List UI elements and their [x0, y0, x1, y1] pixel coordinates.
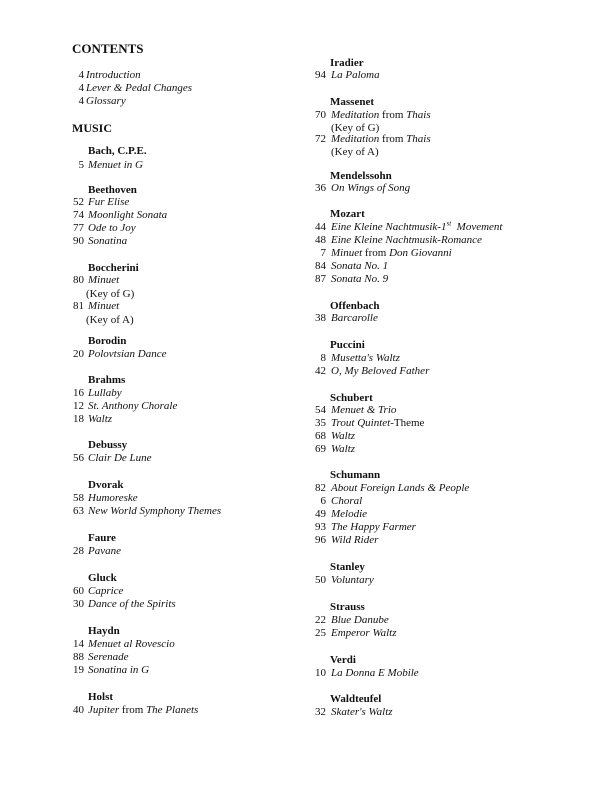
- composer-name: Schumann: [330, 469, 381, 481]
- page-number: 54: [315, 404, 326, 416]
- entry-title-part: Movement: [451, 221, 503, 233]
- page-number: 10: [315, 667, 326, 679]
- composer-name: Gluck: [88, 572, 117, 584]
- entry-title: New World Symphony Themes: [88, 505, 222, 517]
- composer-name: Waldteufel: [330, 693, 382, 705]
- entry-title: Minuet: [88, 274, 120, 286]
- entry-title: The Happy Farmer: [331, 521, 416, 533]
- entry-title: Eine Kleine Nachtmusik-Romance: [331, 234, 482, 246]
- entry-title-part: Meditation: [331, 133, 380, 145]
- entry-title: La Donna E Mobile: [331, 667, 419, 679]
- entry-title-part: Don Giovanni: [389, 247, 452, 259]
- page-number: 93: [315, 521, 326, 533]
- entry-title: Menuet & Trio: [331, 404, 397, 416]
- entry-title: La Paloma: [331, 69, 380, 81]
- entry-title: [331, 109, 431, 122]
- entry-connector: from: [379, 133, 407, 145]
- superscript: st: [446, 219, 452, 228]
- entry-title: Menuet in G: [88, 159, 143, 171]
- entry-title: Blue Danube: [331, 614, 389, 626]
- entry-title-part: Meditation: [331, 109, 380, 121]
- page-number: 70: [315, 109, 326, 121]
- page-number: 68: [315, 430, 326, 442]
- entry-title: Wild Rider: [331, 534, 379, 546]
- entry-connector: -Theme: [390, 417, 425, 429]
- entry-title: Polovtsian Dance: [88, 348, 167, 360]
- composer-name: Brahms: [88, 374, 126, 386]
- page-number: 30: [73, 598, 84, 610]
- key-note: (Key of A): [331, 146, 379, 158]
- page-number: 12: [73, 400, 84, 412]
- page-number: 49: [315, 508, 326, 520]
- page-number: 63: [73, 505, 84, 517]
- page-number: 36: [315, 182, 326, 194]
- entry-title-part: Minuet: [331, 247, 363, 259]
- entry-title: Waltz: [331, 443, 356, 455]
- entry-title: Fur Elise: [88, 196, 130, 208]
- page-number: 90: [73, 235, 84, 247]
- music-heading: MUSIC: [72, 121, 113, 135]
- entry-title: On Wings of Song: [331, 182, 411, 194]
- page-number: 87: [315, 273, 326, 285]
- page-number: 4: [78, 95, 84, 107]
- entry-title: Sonatina in G: [88, 664, 150, 676]
- page-number: 40: [73, 704, 84, 716]
- page-number: 35: [315, 417, 326, 429]
- page-number: 38: [315, 312, 326, 324]
- page-number: 18: [73, 413, 84, 425]
- page-number: 72: [315, 133, 326, 145]
- entry-title: Caprice: [88, 585, 124, 597]
- entry-title-part: Thais: [406, 109, 431, 121]
- page-number: 5: [78, 159, 84, 171]
- page-number: 60: [73, 585, 84, 597]
- entry-title: Lever & Pedal Changes: [86, 82, 193, 94]
- entry-connector: from: [379, 109, 407, 121]
- page-number: 42: [315, 365, 326, 377]
- entry-title: Barcarolle: [331, 312, 378, 324]
- page-number: 7: [320, 247, 326, 259]
- page-number: 58: [73, 492, 84, 504]
- composer-name: Haydn: [88, 625, 120, 637]
- composer-name: Holst: [88, 691, 114, 703]
- entry-title: Sonatina: [88, 235, 128, 247]
- page-number: 16: [73, 387, 84, 399]
- page-number: 69: [315, 443, 326, 455]
- page-number: 81: [73, 300, 84, 312]
- entry-title-part: Jupiter: [88, 704, 120, 716]
- composer-name: Schubert: [330, 392, 373, 404]
- contents-heading: CONTENTS: [72, 41, 144, 56]
- page-number: 20: [73, 348, 84, 360]
- composer-name: Verdi: [330, 654, 356, 666]
- entry-title: Musetta's Waltz: [331, 352, 400, 364]
- entry-title-part: The Planets: [146, 704, 199, 716]
- entry-title: About Foreign Lands & People: [331, 482, 470, 494]
- composer-name: Bach, C.P.E.: [88, 145, 147, 157]
- page-number: 80: [73, 274, 84, 286]
- key-note: (Key of G): [86, 288, 135, 300]
- page-number: 82: [315, 482, 326, 494]
- page-number: 88: [73, 651, 84, 663]
- key-note: (Key of G): [331, 122, 380, 134]
- page-number: 52: [73, 196, 84, 208]
- entry-title: Minuet: [88, 300, 120, 312]
- entry-connector: from: [362, 247, 390, 259]
- composer-name: Faure: [88, 532, 116, 544]
- composer-name: Dvorak: [88, 479, 124, 491]
- page-number: 32: [315, 706, 326, 718]
- page-number: 19: [73, 664, 84, 676]
- entry-title-part: Eine Kleine Nachtmusik-1: [331, 221, 447, 233]
- composer-name: Stanley: [330, 561, 365, 573]
- entry-title: [88, 704, 198, 717]
- entry-title: Glossary: [86, 95, 126, 107]
- entry-title: Moonlight Sonata: [88, 209, 168, 221]
- entry-title: O, My Beloved Father: [331, 365, 430, 377]
- key-note: (Key of A): [86, 314, 134, 326]
- entry-title-part: Thais: [406, 133, 431, 145]
- entry-title-part: Trout Quintet: [331, 417, 391, 429]
- page-number: 14: [73, 638, 84, 650]
- page-number: 28: [73, 545, 84, 557]
- entry-title: [331, 247, 452, 260]
- composer-name: Mendelssohn: [330, 170, 392, 182]
- page-number: 84: [315, 260, 326, 272]
- entry-title: St. Anthony Chorale: [88, 400, 178, 412]
- composer-name: Puccini: [330, 339, 365, 351]
- entry-title: Pavane: [88, 545, 121, 557]
- page-number: 96: [315, 534, 326, 546]
- composer-name: Offenbach: [330, 300, 380, 312]
- page-number: 50: [315, 574, 326, 586]
- entry-connector: from: [119, 704, 147, 716]
- composer-name: Debussy: [88, 439, 128, 451]
- entry-title: Introduction: [86, 69, 141, 81]
- composer-name: Borodin: [88, 335, 127, 347]
- page-number: 74: [73, 209, 84, 221]
- entry-title: [331, 221, 502, 234]
- entry-title: Ode to Joy: [88, 222, 136, 234]
- entry-title: Clair De Lune: [88, 452, 152, 464]
- page-number: 4: [78, 82, 84, 94]
- page-number: 22: [315, 614, 326, 626]
- page-number: 77: [73, 222, 84, 234]
- entry-title: Melodie: [331, 508, 368, 520]
- entry-title: Voluntary: [331, 574, 374, 586]
- entry-title: Waltz: [88, 413, 113, 425]
- entry-title: Skater's Waltz: [331, 706, 393, 718]
- entry-title: Lullaby: [88, 387, 122, 399]
- page-number: 94: [315, 69, 326, 81]
- entry-title: Sonata No. 1: [331, 260, 389, 272]
- entry-title: Humoreske: [88, 492, 138, 504]
- entry-title: Menuet al Rovescio: [88, 638, 175, 650]
- page-number: 44: [315, 221, 326, 233]
- entry-title: [331, 133, 431, 146]
- entry-title: Sonata No. 9: [331, 273, 389, 285]
- page-number: 56: [73, 452, 84, 464]
- composer-name: Mozart: [330, 208, 365, 220]
- entry-title: Emperor Waltz: [331, 627, 397, 639]
- page-number: 8: [320, 352, 326, 364]
- composer-name: Iradier: [330, 57, 364, 69]
- entry-title: Serenade: [88, 651, 129, 663]
- entry-title: Choral: [331, 495, 363, 507]
- composer-name: Strauss: [330, 601, 365, 613]
- composer-name: Boccherini: [88, 262, 139, 274]
- page-number: 25: [315, 627, 326, 639]
- entry-title: [331, 417, 424, 430]
- page-number: 48: [315, 234, 326, 246]
- page-number: 4: [78, 69, 84, 81]
- composer-name: Beethoven: [88, 184, 137, 196]
- entry-title: Dance of the Spirits: [88, 598, 176, 610]
- composer-name: Massenet: [330, 96, 374, 108]
- page-number: 6: [320, 495, 326, 507]
- entry-title: Waltz: [331, 430, 356, 442]
